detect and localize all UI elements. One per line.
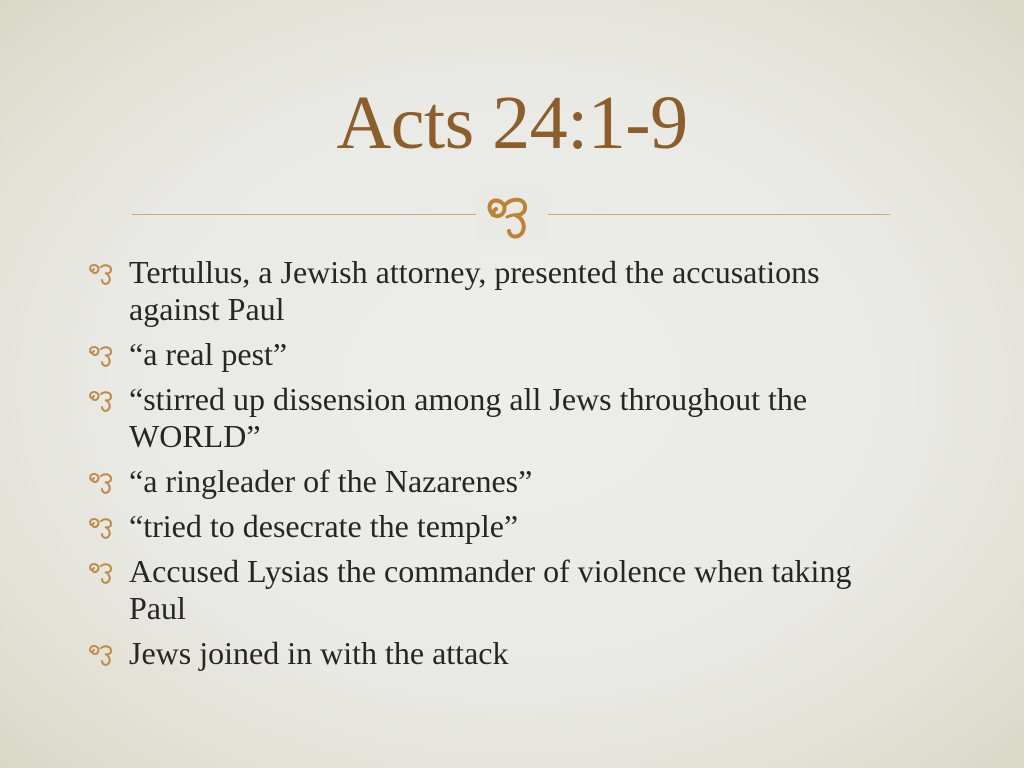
- bullet-item: [86, 553, 916, 627]
- bullet-text: Accused Lysias the commander of violence when taking Paul: [129, 553, 852, 626]
- fleuron-bullet-icon: [86, 388, 126, 412]
- bullet-list: [86, 254, 916, 680]
- bullet-text: “a ringleader of the Nazarenes”: [129, 463, 533, 499]
- fleuron-bullet-icon: [86, 642, 126, 666]
- bullet-item: [86, 508, 916, 545]
- bullet-item: [86, 336, 916, 373]
- bullet-item: [86, 254, 916, 328]
- bullet-text: “stirred up dissension among all Jews throughout the WORLD”: [129, 381, 808, 454]
- bullet-item: [86, 635, 916, 672]
- fleuron-bullet-icon: [86, 560, 126, 584]
- bullet-text: Jews joined in with the attack: [129, 635, 509, 671]
- slide-title: Acts 24:1-9: [336, 81, 688, 165]
- fleuron-bullet-icon: [86, 470, 126, 494]
- bullet-text: “tried to desecrate the temple”: [129, 508, 519, 544]
- bullet-item: [86, 381, 916, 455]
- bullet-item: [86, 463, 916, 500]
- fleuron-bullet-icon: [86, 261, 126, 285]
- bullet-text: “a real pest”: [129, 336, 288, 372]
- fleuron-icon: [476, 190, 548, 242]
- bullet-text: Tertullus, a Jewish attorney, presented the accusations against Paul: [129, 254, 820, 327]
- fleuron-bullet-icon: [86, 343, 126, 367]
- fleuron-bullet-icon: [86, 515, 126, 539]
